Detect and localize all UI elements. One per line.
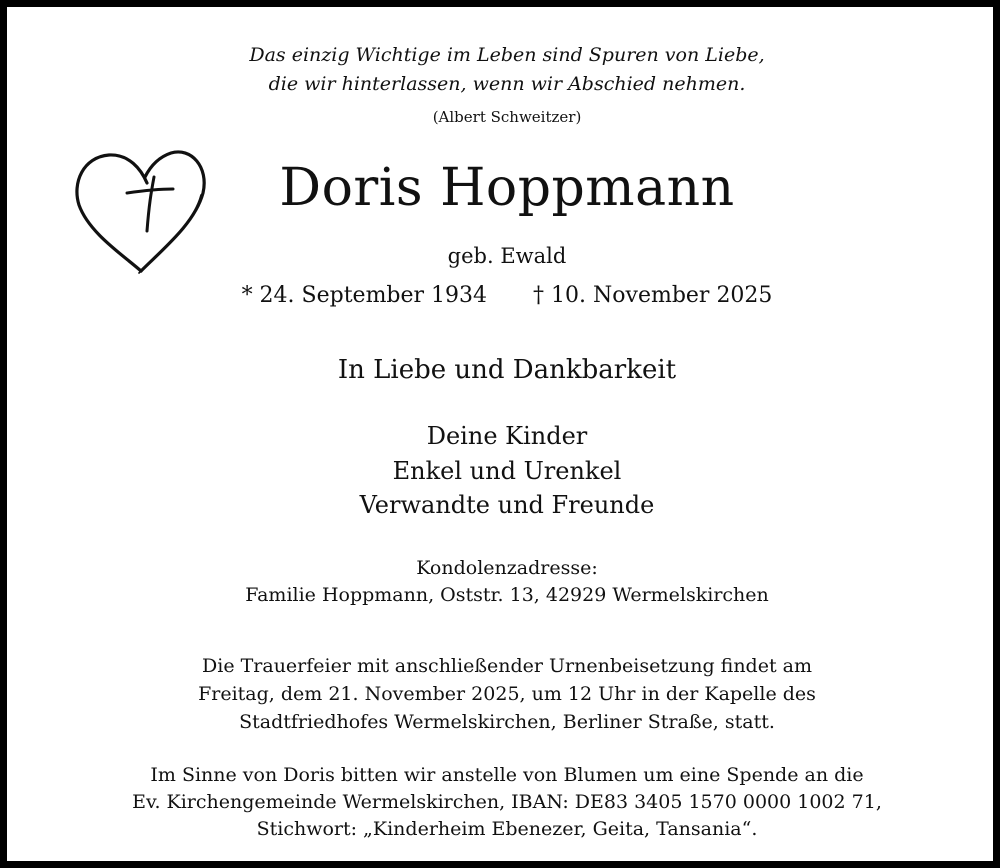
ceremony-line-2: Freitag, dem 21. November 2025, um 12 Uhr in der Kapelle des [198, 683, 816, 705]
donation-line-1: Im Sinne von Doris bitten wir anstelle von Blumen um eine Spende an die [150, 764, 864, 786]
birth-date: * 24. September 1934 [241, 283, 488, 308]
ceremony-line-3: Stadtfriedhofes Wermelskirchen, Berliner Straße, statt. [239, 711, 775, 733]
dedication: In Liebe und Dankbarkeit [337, 355, 677, 385]
maiden-name: geb. Ewald [447, 244, 567, 268]
deceased-name: Doris Hoppmann [279, 158, 735, 218]
condolence-label: Kondolenzadresse: [416, 557, 598, 579]
donation-line-2: Ev. Kirchengemeinde Wermelskirchen, IBAN: DE83 3405 1570 0000 1002 71, [132, 791, 882, 813]
death-date: † 10. November 2025 [533, 283, 773, 308]
quote-line-2: die wir hinterlassen, wenn wir Abschied nehmen. [268, 73, 746, 95]
mourner-3: Verwandte und Freunde [359, 491, 655, 519]
mourner-2: Enkel und Urenkel [392, 457, 622, 485]
quote-author: (Albert Schweitzer) [432, 108, 582, 126]
quote-line-1: Das einzig Wichtige im Leben sind Spuren von Liebe, [249, 44, 765, 66]
mourner-1: Deine Kinder [426, 422, 588, 450]
life-dates [7, 283, 1000, 308]
ceremony-line-1: Die Trauerfeier mit anschließender Urnenbeisetzung findet am [202, 655, 812, 677]
condolence-address: Familie Hoppmann, Oststr. 13, 42929 Wermelskirchen [245, 584, 769, 606]
donation-line-3: Stichwort: „Kinderheim Ebenezer, Geita, Tansania“. [256, 818, 758, 840]
